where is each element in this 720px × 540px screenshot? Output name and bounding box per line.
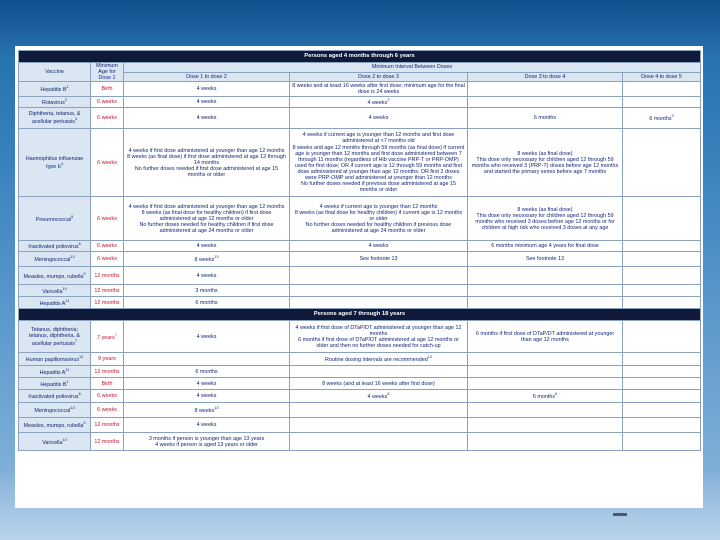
vaccine-name-cell — [19, 241, 91, 252]
table-row — [19, 418, 701, 433]
interval-d23-cell — [290, 353, 468, 366]
band-row-b — [19, 309, 701, 321]
footnote-marker: 11 — [65, 367, 70, 372]
minimum-age-cell — [91, 82, 124, 97]
cell-line: Diphtheria, tetanus, & acellular pertussis — [28, 111, 81, 126]
cell-line: See footnote 13 — [525, 256, 565, 263]
interval-d12-cell — [124, 366, 290, 378]
cell-line: 8 weeks (and at least 16 weeks after first dose) — [322, 380, 435, 387]
header-dose2-3: Dose 2 to dose 3 — [290, 72, 468, 82]
cell-line: 4 weeks if first dose administered at younger than age 12 months — [128, 147, 285, 154]
table-row — [19, 285, 701, 297]
interval-d45-cell — [623, 97, 701, 108]
interval-d12-cell — [124, 297, 290, 309]
interval-d12-cell — [124, 267, 290, 285]
vaccine-name-cell — [19, 433, 91, 451]
footnote-marker: 13 — [214, 406, 219, 411]
interval-d23-cell — [290, 252, 468, 267]
cell-line: Hepatitis B — [40, 87, 67, 94]
footnote-marker: 7 — [114, 332, 117, 337]
cell-line: Tetanus, diphtheria; tetanus, diphtheria, & acellular pertussis — [29, 326, 80, 347]
minimum-age-cell — [91, 378, 124, 390]
interval-d34-cell — [468, 353, 623, 366]
interval-d45-cell — [623, 252, 701, 267]
interval-d34-cell — [468, 267, 623, 285]
footnote-marker: 6 — [555, 392, 558, 397]
interval-d23-cell — [290, 418, 468, 433]
cell-line: 4 weeks if person is aged 13 years or older — [155, 441, 258, 448]
interval-d23-cell — [290, 297, 468, 309]
interval-d23-cell — [290, 197, 468, 241]
interval-d12-cell — [124, 403, 290, 418]
cell-line: 4 weeks — [368, 115, 389, 122]
interval-d45-cell — [623, 321, 701, 353]
interval-d45-cell — [623, 403, 701, 418]
cell-line: This dose only necessary for children aged 12 through 59 months who received 3 (PRP-T) doses before age 12 months and started the primary series before age 7 months — [471, 156, 619, 175]
header-dose3-4: Dose 3 to dose 4 — [468, 72, 623, 82]
band-row-a — [19, 51, 701, 63]
table-row — [19, 197, 701, 241]
interval-d34-cell — [468, 252, 623, 267]
table-row — [19, 403, 701, 418]
interval-d23-cell — [290, 108, 468, 129]
cell-line: 6 weeks — [97, 115, 117, 122]
cell-line: 12 months — [94, 299, 120, 306]
vaccine-name-cell — [19, 390, 91, 403]
cell-line: No further doses needed for healthy children if first dose administered at age 24 months or older — [139, 221, 274, 234]
footnote-marker: 3 — [75, 117, 78, 122]
cell-line: 4 weeks — [196, 86, 217, 93]
table-row — [19, 82, 701, 97]
interval-d12-cell — [124, 321, 290, 353]
interval-d12-cell — [124, 285, 290, 297]
table-row — [19, 252, 701, 267]
cell-line: 12 months — [94, 287, 120, 294]
table-row — [19, 433, 701, 451]
interval-d23-cell — [290, 97, 468, 108]
cell-line: See footnote 13 — [359, 256, 398, 263]
footnote-marker: 2 — [387, 98, 390, 103]
cell-line: 6 months if first dose of DTaP/DT administered at age 12 months or older and then no further doses needed for catch-up — [298, 336, 459, 349]
footnote-marker: 7 — [75, 338, 78, 343]
table-row — [19, 267, 701, 285]
cell-line: 6 weeks — [97, 393, 117, 400]
interval-d23-cell — [290, 378, 468, 390]
footnote-marker: 6 — [78, 242, 81, 247]
vaccine-name-cell — [19, 267, 91, 285]
slide-panel — [15, 46, 703, 508]
cell-line: 6 weeks — [97, 99, 117, 106]
cell-line: Birth — [101, 86, 113, 93]
vaccine-name-cell — [19, 418, 91, 433]
interval-d34-cell — [468, 403, 623, 418]
cell-line: 6 months minimum age 4 years for final dose — [491, 243, 599, 250]
interval-d23-cell — [290, 403, 468, 418]
interval-d34-cell — [468, 378, 623, 390]
vaccine-name-cell — [19, 197, 91, 241]
cell-line: Rotavirus — [42, 100, 65, 107]
minimum-age-cell — [91, 297, 124, 309]
cell-line: Hepatitis A — [39, 369, 66, 376]
vaccine-name-cell — [19, 353, 91, 366]
cell-line: 3 months if person is younger than age 13 years — [148, 435, 265, 442]
cell-line: 4 weeks — [196, 333, 217, 340]
cell-line: 4 weeks if first dose of DTaP/DT administered at younger than age 12 months — [295, 324, 462, 337]
interval-d34-cell — [468, 297, 623, 309]
cell-line: 4 weeks — [196, 272, 217, 279]
minimum-age-cell — [91, 403, 124, 418]
minimum-age-cell — [91, 353, 124, 366]
cell-line: 4 weeks if current age is younger than 12 months — [319, 203, 438, 210]
cell-line: 8 weeks (as final dose for healthy children) if current age is 12 months or older — [294, 209, 463, 222]
interval-d23-cell — [290, 129, 468, 197]
interval-d45-cell — [623, 241, 701, 252]
minimum-age-cell — [91, 197, 124, 241]
table-row — [19, 241, 701, 252]
cell-line: 8 weeks and age 12 months through 59 months (as final dose) if current age is younger than 12 months and first dose administered between 7 through 11 months (regardless of Hib vaccine PRP-T or PRP-OMP) used for first dose; OR if current age is 12 through 59 months and first dose administered at younger than age 12 months; OR first 2 doses were PRP-OMP and administered at younger than 12 months — [292, 144, 465, 181]
cell-line: Varicella — [42, 439, 63, 446]
interval-d23-cell — [290, 285, 468, 297]
minimum-age-cell — [91, 366, 124, 378]
footnote-marker: 9 — [83, 271, 86, 276]
cell-line: 6 months — [649, 116, 672, 123]
table-row — [19, 97, 701, 108]
interval-d45-cell — [623, 433, 701, 451]
interval-d45-cell — [623, 297, 701, 309]
interval-d34-cell — [468, 366, 623, 378]
footnote-marker: 2 — [64, 98, 67, 103]
cell-line: 6 weeks — [97, 159, 117, 166]
cell-line: 8 weeks — [194, 408, 215, 415]
interval-d45-cell — [623, 129, 701, 197]
interval-d12-cell — [124, 241, 290, 252]
cell-line: 3 months — [195, 287, 218, 294]
vaccine-name-cell — [19, 403, 91, 418]
header-row-1 — [19, 63, 701, 73]
slide-corner-mark — [613, 513, 627, 516]
interval-d34-cell — [468, 390, 623, 403]
cell-line: No further doses needed for healthy children if previous dose administered at age 24 months or older — [305, 221, 452, 234]
table-body — [19, 51, 701, 451]
table-row — [19, 390, 701, 403]
cell-line: Meningococcal — [34, 408, 71, 415]
interval-d12-cell — [124, 197, 290, 241]
cell-line: Birth — [101, 380, 113, 387]
interval-d12-cell — [124, 252, 290, 267]
cell-line: 8 weeks (as final dose) — [517, 150, 573, 157]
interval-d45-cell — [623, 366, 701, 378]
cell-line: 7 years — [97, 334, 115, 341]
cell-line: Measles, mumps, rubella — [23, 273, 84, 280]
cell-line: 6 months — [532, 394, 556, 401]
cell-line: Measles, mumps, rubella — [23, 423, 84, 430]
table-row — [19, 366, 701, 378]
cell-line: 8 weeks and at least 16 weeks after first dose; minimum age for the final dose is 24 weeks — [292, 83, 465, 96]
header-min-interval: Minimum Interval Between Doses — [124, 63, 701, 73]
footnote-marker: 5 — [71, 214, 74, 219]
interval-d34-cell — [468, 129, 623, 197]
footnote-marker: 13 — [214, 255, 219, 260]
vaccine-name-cell — [19, 366, 91, 378]
footnote-marker: 1 — [66, 379, 69, 384]
interval-d45-cell — [623, 285, 701, 297]
cell-line: Hepatitis B — [40, 381, 67, 388]
cell-line: Inactivated poliovirus — [28, 394, 79, 401]
footnote-marker: 1 — [66, 85, 69, 90]
cell-line: 4 weeks — [367, 100, 388, 107]
cell-line: No further doses needed if first dose administered at age 15 months or older — [134, 165, 279, 178]
interval-d45-cell — [623, 82, 701, 97]
interval-d34-cell — [468, 321, 623, 353]
cell-line: 4 weeks if first dose administered at younger than age 12 months — [128, 203, 285, 210]
vaccine-name-cell — [19, 252, 91, 267]
band-title-a: Persons aged 4 months through 6 years — [19, 51, 701, 63]
interval-d34-cell — [468, 241, 623, 252]
cell-line: This dose only necessary for children aged 12 through 59 months who received 3 doses before age 12 months or for children at high risk who received 3 doses at any age — [475, 212, 615, 231]
table-row — [19, 353, 701, 366]
interval-d23-cell — [290, 241, 468, 252]
vaccine-name-cell — [19, 297, 91, 309]
header-dose4-5: Dose 4 to dose 5 — [623, 72, 701, 82]
cell-line: 12 months — [94, 272, 120, 279]
interval-d34-cell — [468, 108, 623, 129]
cell-line: 9 years — [98, 356, 116, 363]
interval-d12-cell — [124, 390, 290, 403]
interval-d45-cell — [623, 418, 701, 433]
cell-line: 4 weeks — [196, 422, 217, 429]
catch-up-schedule-table — [18, 50, 701, 451]
header-dose1-2: Dose 1 to dose 2 — [124, 72, 290, 82]
vaccine-name-cell — [19, 321, 91, 353]
interval-d23-cell — [290, 267, 468, 285]
interval-d34-cell — [468, 82, 623, 97]
minimum-age-cell — [91, 129, 124, 197]
footnote-marker: 13 — [70, 255, 75, 260]
minimum-age-cell — [91, 252, 124, 267]
cell-line: 12 months — [94, 438, 120, 445]
cell-line: 6 weeks — [97, 256, 117, 263]
minimum-age-cell — [91, 433, 124, 451]
interval-d45-cell — [623, 378, 701, 390]
footnote-marker: 10 — [62, 437, 67, 442]
cell-line: Human papillomavirus — [25, 357, 80, 364]
cell-line: 6 weeks — [97, 215, 117, 222]
footnote-marker: 12 — [79, 355, 84, 360]
table-row — [19, 129, 701, 197]
footnote-marker: 4 — [60, 161, 63, 166]
minimum-age-cell — [91, 267, 124, 285]
cell-line: 6 months — [533, 115, 557, 122]
footnote-marker: 13 — [70, 406, 75, 411]
interval-d23-cell — [290, 82, 468, 97]
cell-line: 4 weeks — [196, 243, 217, 250]
interval-d34-cell — [468, 97, 623, 108]
cell-line: 6 months — [195, 299, 218, 306]
vaccine-name-cell — [19, 82, 91, 97]
footnote-marker: 10 — [62, 286, 67, 291]
cell-line: 8 weeks (as final dose for healthy children) if first dose administered at age 12 months or older — [141, 209, 272, 222]
footnote-marker: 3 — [671, 114, 674, 119]
cell-line: 12 months — [94, 368, 120, 375]
cell-line: 6 weeks — [97, 407, 117, 414]
cell-line: 8 weeks — [194, 257, 215, 264]
vaccine-name-cell — [19, 285, 91, 297]
interval-d12-cell — [124, 378, 290, 390]
minimum-age-cell — [91, 418, 124, 433]
table-row — [19, 378, 701, 390]
interval-d12-cell — [124, 418, 290, 433]
interval-d12-cell — [124, 108, 290, 129]
minimum-age-cell — [91, 97, 124, 108]
minimum-age-cell — [91, 241, 124, 252]
cell-line: Hepatitis A — [39, 300, 66, 307]
interval-d12-cell — [124, 129, 290, 197]
interval-d45-cell — [623, 267, 701, 285]
footnote-marker: 11 — [65, 298, 70, 303]
vaccine-name-cell — [19, 378, 91, 390]
cell-line: Meningococcal — [34, 257, 71, 264]
footnote-marker: 6 — [78, 392, 81, 397]
interval-d23-cell — [290, 433, 468, 451]
footnote-marker: 12 — [427, 355, 432, 360]
cell-line: Varicella — [42, 288, 63, 295]
cell-line: Pneumococcal — [35, 216, 72, 223]
interval-d45-cell — [623, 197, 701, 241]
interval-d12-cell — [124, 82, 290, 97]
cell-line: 4 weeks if current age is younger than 12 months and first dose administered at <7 months old — [302, 132, 455, 145]
interval-d34-cell — [468, 197, 623, 241]
table-row — [19, 108, 701, 129]
header-min-age: Minimum Age for Dose 1 — [91, 63, 124, 82]
interval-d45-cell — [623, 390, 701, 403]
cell-line: 8 weeks (as final dose) if first dose administered at age 12 through 14 months — [127, 153, 286, 166]
minimum-age-cell — [91, 108, 124, 129]
interval-d23-cell — [290, 390, 468, 403]
cell-line: 6 months — [195, 368, 218, 375]
footnote-marker: 6 — [387, 392, 390, 397]
cell-line: 4 weeks — [196, 115, 217, 122]
table-row — [19, 297, 701, 309]
vaccine-name-cell — [19, 129, 91, 197]
interval-d34-cell — [468, 285, 623, 297]
cell-line: 6 weeks — [97, 243, 117, 250]
minimum-age-cell — [91, 321, 124, 353]
footnote-marker: 9 — [83, 421, 86, 426]
cell-line: 4 weeks — [196, 99, 217, 106]
band-title-b: Persons aged 7 through 18 years — [19, 309, 701, 321]
cell-line: 4 weeks — [196, 380, 217, 387]
cell-line: 4 weeks — [368, 243, 389, 250]
interval-d34-cell — [468, 418, 623, 433]
interval-d12-cell — [124, 353, 290, 366]
header-vaccine: Vaccine — [19, 63, 91, 82]
cell-line: Inactivated poliovirus — [28, 244, 79, 251]
cell-line: Haemophilus influenzae type b — [25, 155, 84, 170]
cell-line: No further doses needed if previous dose administered at age 15 months or older — [301, 180, 456, 193]
cell-line: 8 weeks (as final dose) — [517, 206, 573, 213]
vaccine-name-cell — [19, 108, 91, 129]
interval-d34-cell — [468, 433, 623, 451]
cell-line: Routine dosing intervals are recommended — [324, 357, 428, 364]
minimum-age-cell — [91, 390, 124, 403]
interval-d45-cell — [623, 108, 701, 129]
cell-line: 4 weeks — [196, 393, 217, 400]
interval-d23-cell — [290, 366, 468, 378]
vaccine-name-cell — [19, 97, 91, 108]
interval-d23-cell — [290, 321, 468, 353]
table-row — [19, 321, 701, 353]
interval-d12-cell — [124, 97, 290, 108]
cell-line: 4 weeks — [367, 394, 388, 401]
minimum-age-cell — [91, 285, 124, 297]
cell-line: 6 months if first dose of DTaP/DT administered at younger than age 12 months — [475, 330, 615, 343]
cell-line: 12 months — [94, 422, 120, 429]
interval-d45-cell — [623, 353, 701, 366]
interval-d12-cell — [124, 433, 290, 451]
